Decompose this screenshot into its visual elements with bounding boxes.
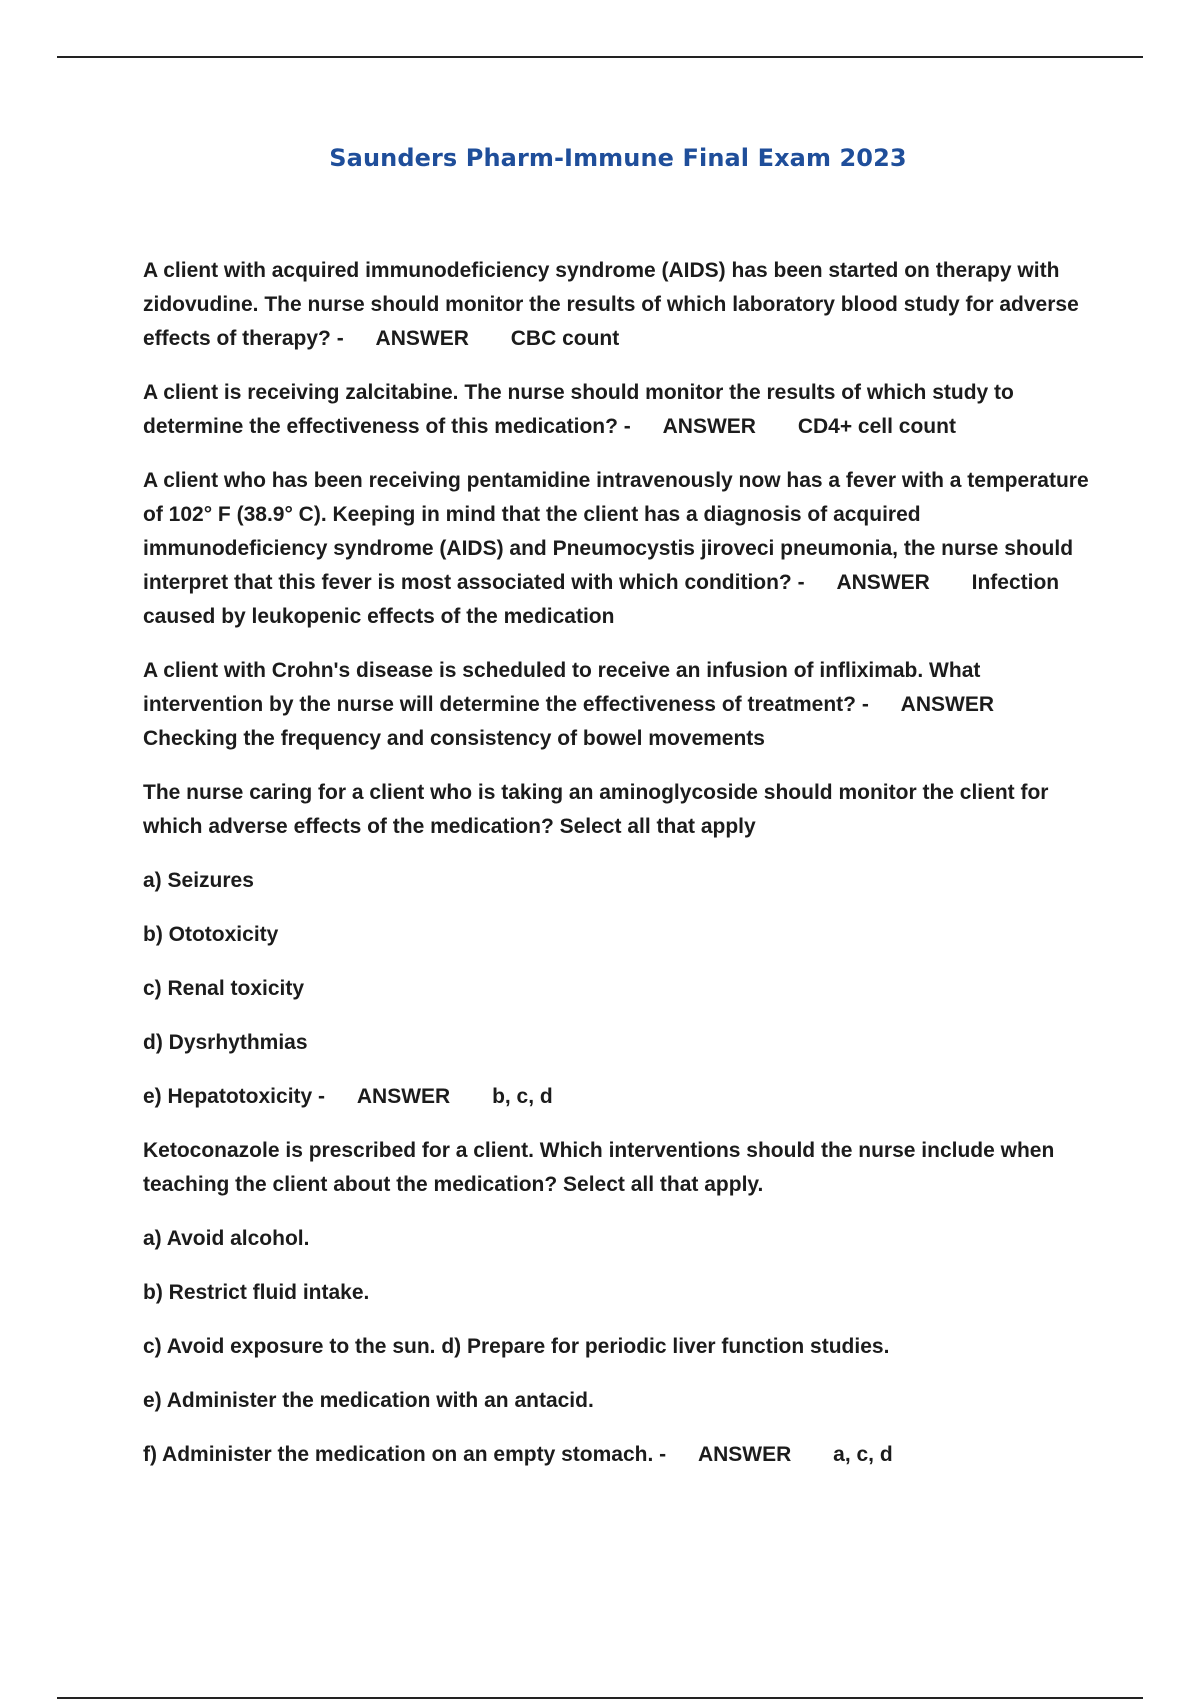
option-text: e) Hepatotoxicity - xyxy=(143,1085,326,1108)
option-item: c) Avoid exposure to the sun. d) Prepare for periodic liver function studies. xyxy=(143,1335,890,1358)
question-text: A client who has been receiving pentamidine intravenously now has a fever with a temperature of 102° F (38.9° C). Keeping in mind that the client has a diagnosis of acquired immunodeficiency syndrome (AIDS) and Pneumocystis jiroveci pneumonia, the nurse should interpret that this fever is most associated with which condition? - xyxy=(143,469,1089,594)
bottom-divider xyxy=(57,1697,1143,1699)
answer-value: CBC count xyxy=(510,327,620,350)
question-1 xyxy=(143,254,1103,356)
question-2 xyxy=(143,376,1103,444)
question-text: Ketoconazole is prescribed for a client. Which interventions should the nurse include when teaching the client about the medication? Select all that apply. xyxy=(143,1139,1055,1196)
question-6 xyxy=(143,1134,1103,1202)
question-text: A client is receiving zalcitabine. The nurse should monitor the results of which study to determine the effectiveness of this medication? - xyxy=(143,381,1014,438)
top-divider xyxy=(57,56,1143,58)
question-text: The nurse caring for a client who is taking an aminoglycoside should monitor the client for which adverse effects of the medication? Select all that apply xyxy=(143,781,1049,838)
answer-label: ANSWER xyxy=(375,327,469,350)
answer-value: Infection caused by leukopenic effects of the medication xyxy=(143,571,1060,628)
option-item: b) Restrict fluid intake. xyxy=(143,1281,370,1304)
question-text: A client with Crohn's disease is scheduled to receive an infusion of infliximab. What intervention by the nurse will determine the effectiveness of treatment? - xyxy=(143,659,981,716)
answer-label: ANSWER xyxy=(356,1085,451,1108)
question-4 xyxy=(143,654,1103,756)
answer-value: a, c, d xyxy=(833,1443,893,1466)
option-item: b) Ototoxicity xyxy=(143,923,279,946)
answer-label: ANSWER xyxy=(836,571,930,594)
answer-label: ANSWER xyxy=(697,1443,792,1466)
option-item: a) Seizures xyxy=(143,869,254,892)
question-5 xyxy=(143,776,1103,844)
document-title: Saunders Pharm-Immune Final Exam 2023 xyxy=(329,144,907,172)
answer-value: Checking the frequency and consistency of bowel movements xyxy=(143,727,765,750)
option-text: f) Administer the medication on an empty stomach. - xyxy=(143,1443,667,1466)
option-item: a) Avoid alcohol. xyxy=(143,1227,310,1250)
option-item: d) Dysrhythmias xyxy=(143,1031,308,1054)
option-item: c) Renal toxicity xyxy=(143,977,305,1000)
answer-label: ANSWER xyxy=(662,415,756,438)
question-3 xyxy=(143,464,1103,634)
option-item: e) Administer the medication with an antacid. xyxy=(143,1389,594,1412)
option-item-last xyxy=(143,1438,1103,1472)
document-body xyxy=(143,254,1103,1492)
answer-label: ANSWER xyxy=(900,693,995,716)
answer-value: b, c, d xyxy=(492,1085,553,1108)
option-item-last xyxy=(143,1080,1103,1114)
answer-value: CD4+ cell count xyxy=(797,415,956,438)
question-text: A client with acquired immunodeficiency syndrome (AIDS) has been started on therapy with zidovudine. The nurse should monitor the results of which laboratory blood study for adverse effects of therapy? - xyxy=(143,259,1079,350)
